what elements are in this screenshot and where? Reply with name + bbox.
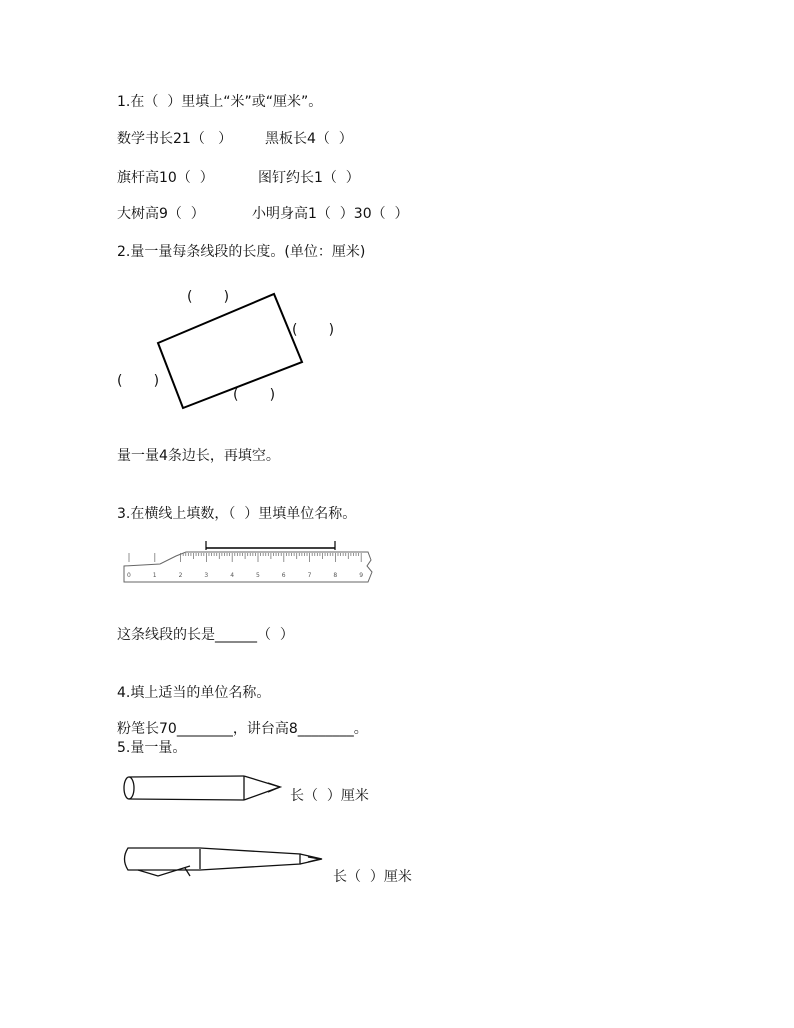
q1-row2-left[interactable]: 旗杆高10（ ） [117,170,214,186]
q5-pen-label[interactable]: 长（ ）厘米 [333,869,412,885]
pencil-icon [124,776,280,800]
q2-instruction: 量一量4条边长，再填空。 [117,448,280,464]
q4-line[interactable]: 粉笔长70________，讲台高8________。 [117,721,368,737]
fountain-pen-icon [125,848,323,876]
ruler-tick-label: 7 [307,572,312,579]
ruler-tick-label: 5 [256,572,260,579]
q3-answer[interactable]: 这条线段的长是______（ ） [117,627,294,643]
ruler-tick-label: 0 [127,572,131,579]
q2-blank-top[interactable]: ( ) [187,289,230,305]
q2-blank-right[interactable]: ( ) [292,322,335,338]
ruler-tick-label: 8 [333,572,338,579]
q2-blank-left[interactable]: ( ) [117,373,160,389]
q5-pencil-label[interactable]: 长（ ）厘米 [290,788,369,804]
ruler-tick-label: 3 [204,572,209,579]
q1-row1-right[interactable]: 黑板长4（ ） [265,131,353,147]
ruler-tick-label: 6 [281,572,286,579]
q1-row3-right[interactable]: 小明身高1（ ）30（ ） [252,206,409,222]
q3-title: 3.在横线上填数，（ ）里填单位名称。 [117,506,357,522]
ruler-tick-label: 4 [230,572,235,579]
q1-row1-left[interactable]: 数学书长21（ ） [117,131,233,147]
q1-row3-left[interactable]: 大树高9（ ） [117,206,205,222]
q4-title: 4.填上适当的单位名称。 [117,685,271,701]
ruler-tick-label: 2 [178,572,183,579]
ruler-tick-label: 9 [359,572,364,579]
q2-title: 2.量一量每条线段的长度。(单位：厘米) [117,244,366,260]
q2-blank-bottom[interactable]: ( ) [233,387,276,403]
q1-row2-right[interactable]: 图钉约长1（ ） [258,170,360,186]
q5-title: 5.量一量。 [117,740,187,756]
ruler-tick-label: 1 [152,572,157,579]
q1-title: 1.在（ ）里填上“米”或“厘米”。 [117,94,323,110]
